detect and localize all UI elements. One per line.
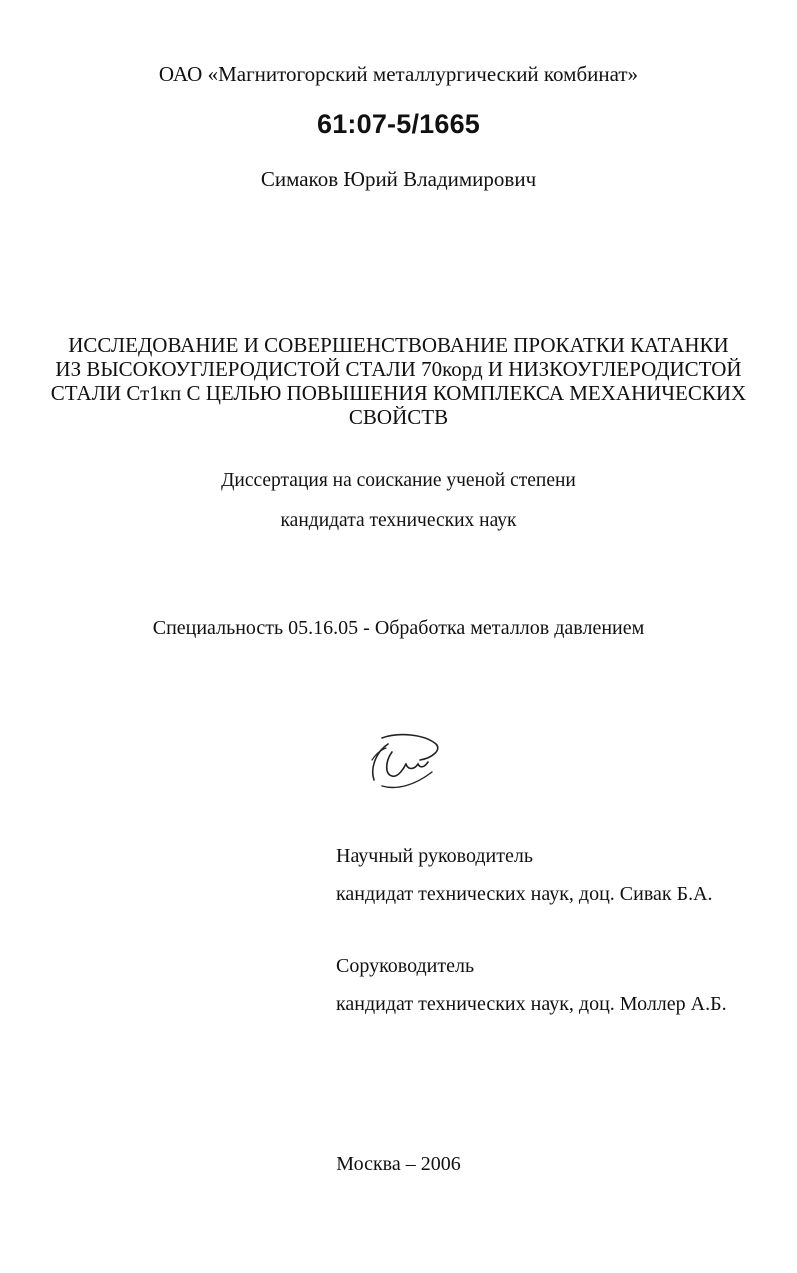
title-line-4: СВОЙСТВ	[348, 405, 449, 429]
title-line-1: ИССЛЕДОВАНИЕ И СОВЕРШЕНСТВОВАНИЕ ПРОКАТКИ КАТАНКИ	[68, 333, 729, 357]
organization-name: ОАО «Магнитогорский металлургический комбинат»	[158, 62, 639, 86]
catalog-code: 61:07-5/1665	[316, 109, 481, 139]
title-line-2: ИЗ ВЫСОКОУГЛЕРОДИСТОЙ СТАЛИ 70корд И НИЗКОУГЛЕРОДИСТОЙ	[55, 357, 742, 381]
degree-line-2: кандидата технических наук	[280, 510, 517, 531]
dissertation-title	[0, 333, 797, 429]
supervisor-name: кандидат технических наук, доц. Сивак Б.А.	[336, 883, 713, 905]
supervisor-label: Научный руководитель	[336, 845, 533, 867]
cosupervisor-label: Соруководитель	[336, 955, 475, 977]
cosupervisor-name: кандидат технических наук, доц. Моллер А.Б.	[336, 993, 727, 1015]
signature-icon	[362, 730, 444, 794]
title-line-3: СТАЛИ Ст1кп С ЦЕЛЬЮ ПОВЫШЕНИЯ КОМПЛЕКСА МЕХАНИЧЕСКИХ	[50, 381, 747, 405]
degree-line-1: Диссертация на соискание ученой степени	[221, 470, 576, 491]
author-name: Симаков Юрий Владимирович	[260, 167, 537, 191]
city-year: Москва – 2006	[336, 1153, 461, 1175]
specialty: Специальность 05.16.05 - Обработка металлов давлением	[152, 617, 645, 639]
